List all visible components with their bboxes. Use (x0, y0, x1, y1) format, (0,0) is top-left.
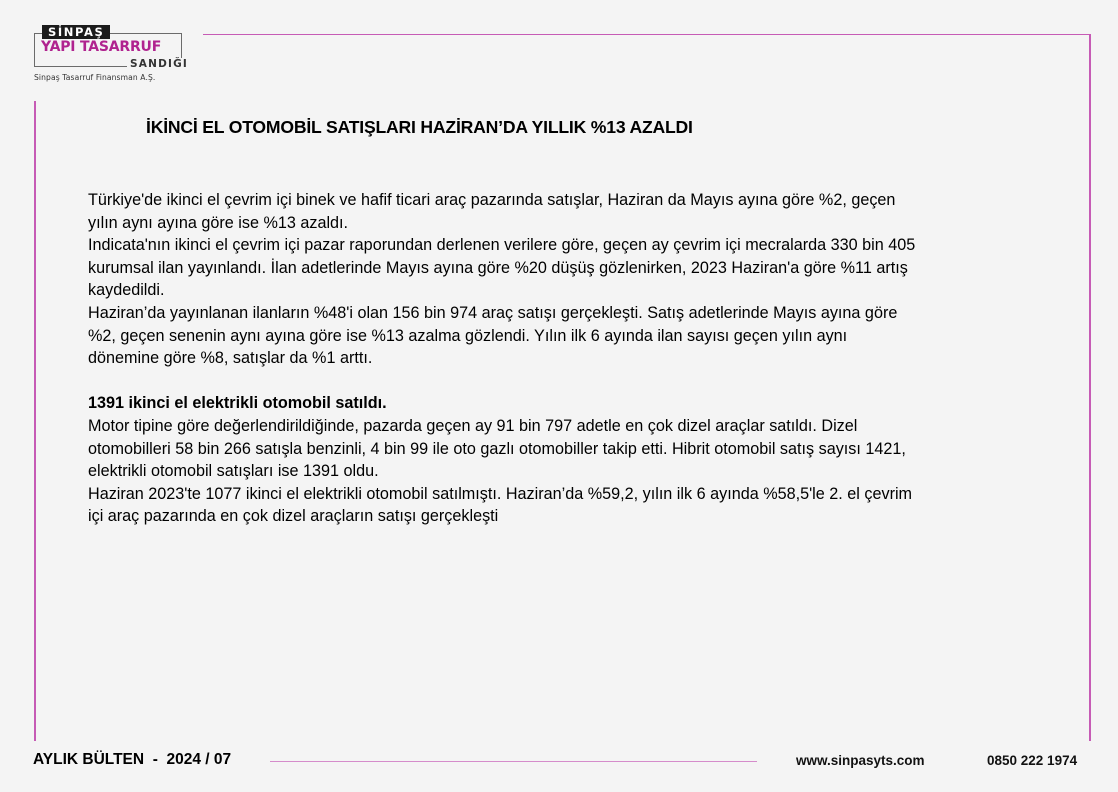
text-line: Haziran’da yayınlanan ilanların %48'i olan 156 bin 974 araç satışı gerçekleşti. Satış adetlerinde Mayıs ayına göre (88, 303, 898, 322)
text-line: Haziran 2023'te 1077 ikinci el elektrikli otomobil satılmıştı. Haziran’da %59,2, yılın ilk 6 ayında %58,5'le 2. el çevrim (88, 484, 913, 503)
frame-top-line (203, 34, 1090, 35)
article-body (88, 189, 1048, 528)
company-logo (34, 25, 194, 87)
logo-brand-main: YAPI TASARRUF (41, 39, 162, 55)
phone-number: 0850 222 1974 (987, 753, 1078, 768)
article-section-2 (88, 392, 1048, 528)
paragraph-gap (88, 370, 1048, 393)
website-link[interactable]: www.sinpasyts.com (796, 753, 925, 768)
text-line: otomobilleri 58 bin 266 satışla benzinli, 4 bin 99 ile oto gazlı otomobiller takip etti. Hibrit otomobil satış sayısı 1421, (88, 439, 906, 458)
article-section-1 (88, 189, 1048, 370)
frame-right-line (1089, 34, 1091, 741)
text-line: yılın aynı ayına göre ise %13 azaldı. (88, 213, 349, 232)
logo-brand-bottom: SANDIĞI (127, 58, 191, 70)
text-line: %2, geçen senenin aynı ayına göre ise %13 azalma gözlendi. Yılın ilk 6 ayında ilan sayısı geçen yılın aynı (88, 326, 848, 345)
text-line: Indicata'nın ikinci el çevrim içi pazar raporundan derlenen verilere göre, geçen ay çevrim içi mecralarda 330 bin 405 (88, 236, 916, 255)
bulletin-label: AYLIK BÜLTEN - 2024 / 07 (33, 751, 232, 768)
frame-left-line (34, 101, 36, 741)
text-line: içi araç pazarında en çok dizel araçların satışı gerçekleşti (88, 507, 499, 526)
text-line: kurumsal ilan yayınlandı. İlan adetlerinde Mayıs ayına göre %20 düşüş gözlenirken, 2023 Haziran'a göre %11 artış (88, 258, 908, 277)
text-line: dönemine göre %8, satışlar da %1 arttı. (88, 349, 373, 368)
logo-subtitle: Sinpaş Tasarruf Finansman A.Ş. (34, 73, 156, 82)
text-line: Türkiye'de ikinci el çevrim içi binek ve hafif ticari araç pazarında satışlar, Haziran da Mayıs ayına göre %2, geçen (88, 191, 896, 209)
text-line: kaydedildi. (88, 281, 165, 300)
text-line: Motor tipine göre değerlendirildiğinde, pazarda geçen ay 91 bin 797 adetle en çok dizel araçlar satıldı. Dizel (88, 416, 858, 435)
page-title: İKİNCİ EL OTOMOBİL SATIŞLARI HAZİRAN’DA YILLIK %13 AZALDI (146, 117, 693, 137)
logo-brand-top: SİNPAŞ (42, 25, 110, 39)
section-heading: 1391 ikinci el elektrikli otomobil satıldı. (88, 394, 387, 413)
text-line: elektrikli otomobil satışları ise 1391 oldu. (88, 462, 379, 481)
footer-divider-line (270, 761, 757, 762)
